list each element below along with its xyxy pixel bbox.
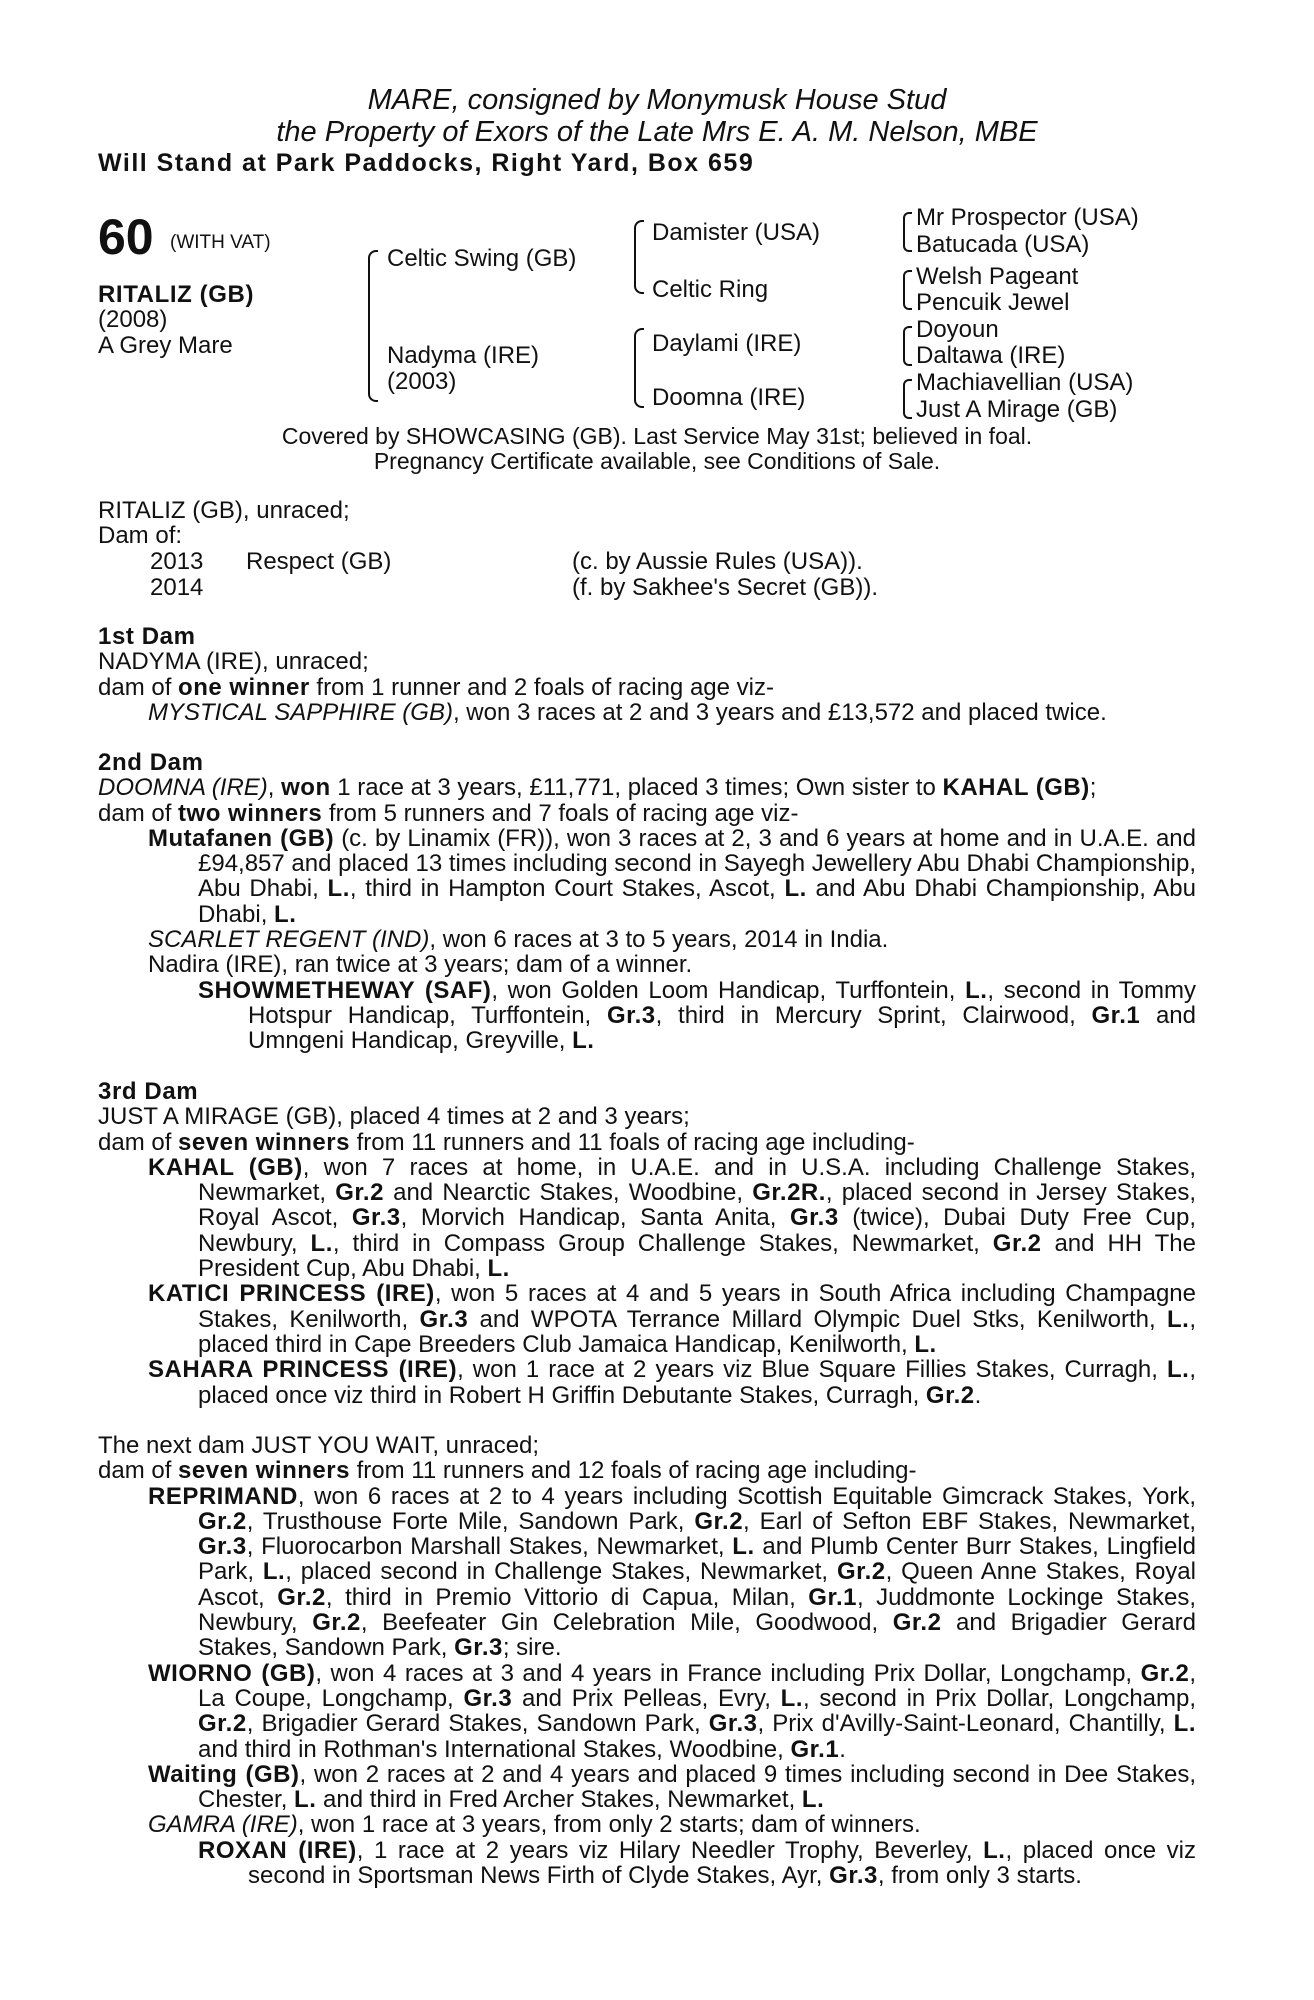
runner-entry: Waiting (GB), won 2 races at 2 and 4 years and placed 9 times including second in Dee Stakes, Chester, L. and third in Fred Archer Stakes, Newmarket, L. bbox=[148, 1760, 1196, 1814]
runner-entry: SAHARA PRINCESS (IRE), won 1 race at 2 years viz Blue Square Fillies Stakes, Curragh, L., placed once viz third in Robert H Griffin Debutante Stakes, Curragh, Gr.2. bbox=[148, 1356, 1196, 1409]
runner-entry: SCARLET REGENT (IND), won 6 races at 3 to 5 years, 2014 in India. bbox=[148, 926, 889, 954]
third-dam-section bbox=[98, 1079, 1196, 1408]
next-dam-line: dam of seven winners from 11 runners and 12 foals of racing age including- bbox=[98, 1457, 917, 1485]
pedigree-sdd: Pencuik Jewel bbox=[916, 289, 1070, 316]
pedigree-sire: Celtic Swing (GB) bbox=[387, 245, 577, 272]
pedigree-brace bbox=[368, 250, 378, 402]
pedigree-dam-year: (2003) bbox=[387, 368, 457, 395]
covered-note: Covered by SHOWCASING (GB). Last Service May 31st; believed in foal. bbox=[281, 423, 1033, 449]
pedigree-dss: Doyoun bbox=[916, 316, 999, 343]
horse-year: (2008) bbox=[98, 306, 168, 333]
runner-entry: REPRIMAND, won 6 races at 2 to 4 years including Scottish Equitable Gimcrack Stakes, York, Gr.2, Trusthouse Forte Mile, Sandown Park, Gr.2, Earl of Sefton EBF Stakes, Newmarket, Gr.3, Fluorocarbon Marshall Stakes, Newmarket, L. and Plumb Center Burr Stakes, Lingfield Park, L., placed second in Challenge Stakes, Newmarket, Gr.2, Queen Anne Stakes, Royal Ascot, Gr.2, third in Premio Vittorio di Capua, Milan, Gr.1, Juddmonte Lockinge Stakes, Newbury, Gr.2, Beefeater Gin Celebration Mile, Goodwood, Gr.2 and Brigadier Gerard Stakes, Sandown Park, Gr.3; sire. bbox=[148, 1482, 1197, 1662]
pedigree-brace bbox=[903, 326, 912, 366]
header-property: the Property of Exors of the Late Mrs E. A. M. Nelson, MBE bbox=[276, 116, 1038, 148]
runner-entry: Nadira (IRE), ran twice at 3 years; dam of a winner. bbox=[148, 951, 693, 979]
pedigree-dam: Nadyma (IRE) bbox=[387, 342, 540, 369]
produce-dam-of: Dam of: bbox=[98, 522, 183, 549]
runner-entry: KATICI PRINCESS (IRE), won 5 races at 4 and 5 years in South Africa including Champagne Stakes, Kenilworth, Gr.3 and WPOTA Terrance Millard Olympic Duel Stks, Kenilworth, L., placed third in Cape Breeders Club Jamaica Handicap, Kenilworth, L. bbox=[148, 1280, 1197, 1358]
pedigree-brace bbox=[903, 270, 912, 310]
pedigree-brace bbox=[634, 220, 644, 294]
produce-intro: RITALIZ (GB), unraced; bbox=[98, 497, 350, 524]
first-dam-label: 1st Dam bbox=[98, 623, 196, 650]
first-dam-line: NADYMA (IRE), unraced; bbox=[98, 648, 369, 676]
pedigree-brace bbox=[903, 379, 912, 419]
pedigree-dam-dam: Doomna (IRE) bbox=[652, 384, 806, 411]
third-dam-line: dam of seven winners from 11 runners and 11 foals of racing age including- bbox=[98, 1128, 915, 1156]
third-dam-label: 3rd Dam bbox=[98, 1078, 199, 1105]
horse-name: RITALIZ (GB) bbox=[98, 281, 255, 308]
pedigree-sss: Mr Prospector (USA) bbox=[916, 204, 1139, 231]
pedigree-ssd: Batucada (USA) bbox=[916, 231, 1090, 258]
pedigree-dsd: Daltawa (IRE) bbox=[916, 342, 1066, 369]
pedigree-brace bbox=[634, 328, 644, 408]
pedigree-sds: Welsh Pageant bbox=[916, 263, 1079, 290]
produce-by: (f. by Sakhee's Secret (GB)). bbox=[572, 574, 879, 601]
second-dam-line: DOOMNA (IRE), won 1 race at 3 years, £11,771, placed 3 times; Own sister to KAHAL (GB); bbox=[98, 774, 1097, 802]
next-dam-line: The next dam JUST YOU WAIT, unraced; bbox=[98, 1432, 540, 1459]
pedigree-sire-sire: Damister (USA) bbox=[652, 219, 821, 246]
first-dam-section bbox=[98, 624, 1196, 725]
pregnancy-note: Pregnancy Certificate available, see Conditions of Sale. bbox=[373, 448, 941, 474]
runner-entry: ROXAN (IRE), 1 race at 2 years viz Hilary Needler Trophy, Beverley, L., placed once viz second in Sportsman News Firth of Clyde Stakes, Ayr, Gr.3, from only 3 starts. bbox=[198, 1836, 1196, 1890]
produce-name: Respect (GB) bbox=[246, 548, 392, 575]
produce-year: 2014 bbox=[150, 574, 204, 601]
second-dam-label: 2nd Dam bbox=[98, 749, 204, 776]
pedigree-dds: Machiavellian (USA) bbox=[916, 369, 1134, 396]
pedigree-brace bbox=[903, 212, 912, 252]
header-consignor: MARE, consigned by Monymusk House Stud bbox=[367, 84, 947, 116]
header-location: Will Stand at Park Paddocks, Right Yard, Box 659 bbox=[98, 149, 755, 177]
produce-by: (c. by Aussie Rules (USA)). bbox=[572, 548, 863, 575]
runner-entry: Mutafanen (GB) (c. by Linamix (FR)), won 3 races at 2, 3 and 6 years at home and in U.A.E. and £94,857 and placed 13 times including second in Sayegh Jewellery Abu Dhabi Championship, Abu Dhabi, L., third in Hampton Court Stakes, Ascot, L. and Abu Dhabi Championship, Abu Dhabi, L. bbox=[148, 824, 1197, 928]
pedigree-sire-dam: Celtic Ring bbox=[652, 276, 769, 303]
second-dam-section bbox=[98, 750, 1196, 1054]
runner-entry: WIORNO (GB), won 4 races at 3 and 4 years in France including Prix Dollar, Longchamp, Gr.2, La Coupe, Longchamp, Gr.3 and Prix Pelleas, Evry, L., second in Prix Dollar, Longchamp, Gr.2, Brigadier Gerard Stakes, Sandown Park, Gr.3, Prix d'Avilly-Saint-Leonard, Chantilly, L. and third in Rothman's International Stakes, Woodbine, Gr.1. bbox=[148, 1659, 1197, 1763]
third-dam-line: JUST A MIRAGE (GB), placed 4 times at 2 and 3 years; bbox=[98, 1103, 690, 1131]
pedigree-dam-sire: Daylami (IRE) bbox=[652, 330, 802, 357]
second-dam-line: dam of two winners from 5 runners and 7 foals of racing age viz- bbox=[98, 799, 799, 827]
vat-note: (WITH VAT) bbox=[170, 232, 271, 253]
lot-number: 60 bbox=[98, 209, 154, 265]
first-dam-line: dam of one winner from 1 runner and 2 foals of racing age viz- bbox=[98, 673, 774, 701]
runner-entry: KAHAL (GB), won 7 races at home, in U.A.E. and in U.S.A. including Challenge Stakes, Newmarket, Gr.2 and Nearctic Stakes, Woodbine, Gr.2R., placed second in Jersey Stakes, Royal Ascot, Gr.3, Morvich Handicap, Santa Anita, Gr.3 (twice), Dubai Duty Free Cup, Newbury, L., third in Compass Group Challenge Stakes, Newmarket, Gr.2 and HH The President Cup, Abu Dhabi, L. bbox=[148, 1153, 1197, 1283]
horse-description: A Grey Mare bbox=[98, 332, 233, 359]
runner-entry: SHOWMETHEWAY (SAF), won Golden Loom Handicap, Turffontein, L., second in Tommy Hotspur Handicap, Turffontein, Gr.3, third in Mercury Sprint, Clairwood, Gr.1 and Umngeni Handicap, Greyville, L. bbox=[198, 976, 1196, 1055]
next-dam-section bbox=[98, 1433, 1196, 1888]
first-dam-runner: MYSTICAL SAPPHIRE (GB), won 3 races at 2 and 3 years and £13,572 and placed twice. bbox=[148, 698, 1107, 726]
produce-year: 2013 bbox=[150, 548, 204, 575]
pedigree-ddd: Just A Mirage (GB) bbox=[916, 396, 1118, 423]
runner-entry: GAMRA (IRE), won 1 race at 3 years, from only 2 starts; dam of winners. bbox=[148, 1811, 921, 1839]
